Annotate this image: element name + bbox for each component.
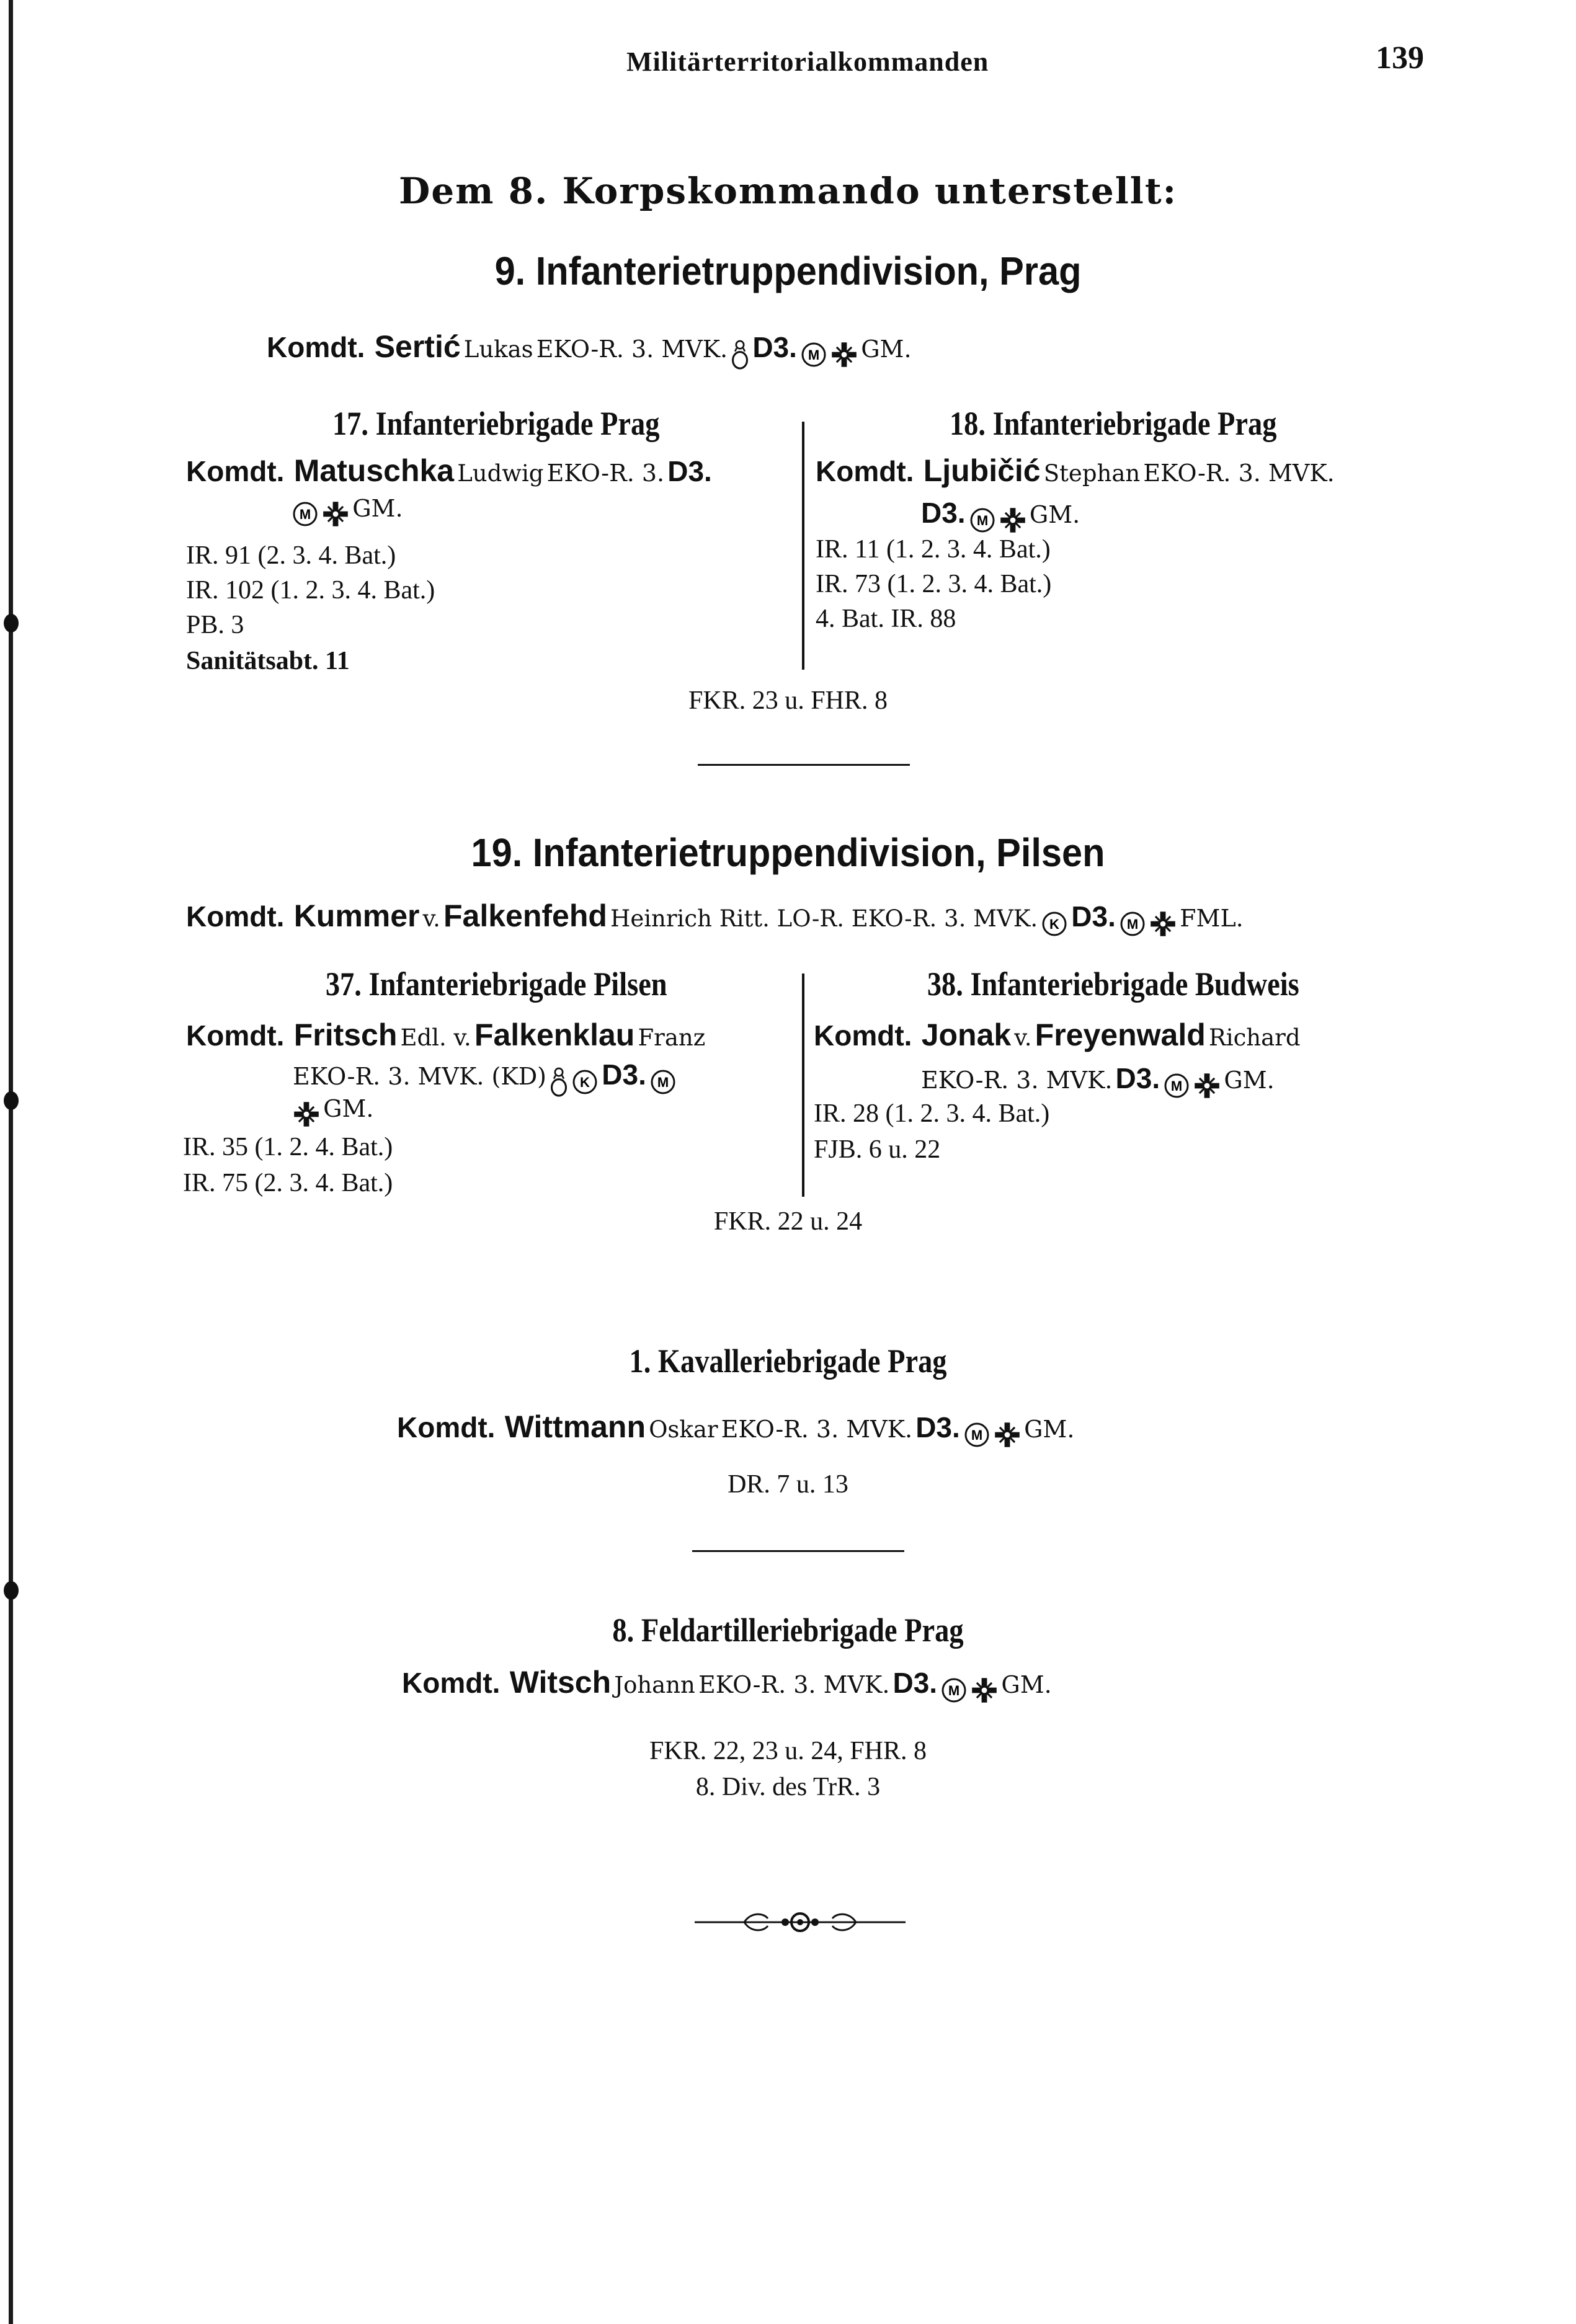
vignette-icon	[695, 1904, 906, 1941]
unit-line: IR. 28 (1. 2. 3. 4. Bat.)	[814, 1099, 1050, 1128]
brigade-17-commander	[186, 453, 712, 489]
svg-text:K: K	[580, 1074, 590, 1090]
commander-given: Ludwig	[457, 460, 544, 487]
commander-name: Matuschka	[293, 453, 455, 488]
cross-icon	[322, 500, 349, 528]
decorations: EKO-R. 3. MVK.	[698, 1671, 890, 1698]
name-particle: Edl. v.	[400, 1024, 471, 1051]
m-circle-icon	[1163, 1072, 1190, 1099]
unit-line: IR. 73 (1. 2. 3. 4. Bat.)	[816, 570, 1052, 598]
commander-name: Fritsch	[293, 1018, 398, 1052]
komdt-label: Komdt.	[267, 331, 365, 363]
d3-label: D3.	[915, 1411, 960, 1444]
brigade-37-title: 37. Infanteriebrigade Pilsen	[325, 965, 667, 1003]
brigade-37-commander-cont2	[293, 1095, 373, 1128]
binding-mark	[4, 1091, 19, 1110]
m-circle-icon	[940, 1677, 968, 1704]
svg-text:M: M	[948, 1682, 960, 1698]
brigade-18-title-wrap	[812, 404, 1414, 443]
d3-label: D3.	[752, 331, 797, 363]
commander-name: Jonak	[921, 1018, 1012, 1052]
rank: GM.	[1001, 1671, 1052, 1698]
d3-label: D3.	[893, 1667, 938, 1699]
column-divider	[802, 974, 804, 1197]
commander-name: Kummer	[293, 898, 420, 933]
komdt-label: Komdt.	[402, 1667, 501, 1699]
decorations: EKO-R. 3. MVK. (KD)	[293, 1063, 547, 1090]
svg-text:M: M	[976, 512, 988, 528]
brigade-37-commander	[186, 1017, 705, 1053]
unit-line: IR. 75 (2. 3. 4. Bat.)	[183, 1169, 393, 1197]
commander-given: Richard	[1208, 1024, 1301, 1051]
decorations: EKO-R. 3. MVK.	[1143, 459, 1335, 487]
commander-given: Lukas	[463, 336, 533, 363]
rank: GM.	[323, 1095, 374, 1122]
svg-text:M: M	[657, 1074, 669, 1090]
name-particle: v.	[1014, 1024, 1032, 1051]
komdt-label: Komdt.	[186, 1019, 285, 1052]
unit-line: IR. 102 (1. 2. 3. 4. Bat.)	[186, 576, 435, 605]
artillery-brigade-title: 8. Feldartilleriebrigade Prag	[612, 1612, 964, 1649]
m-circle-icon	[292, 500, 319, 528]
rank: GM.	[352, 495, 403, 522]
svg-text:M: M	[808, 347, 820, 363]
d3-label: D3.	[667, 455, 712, 487]
svg-text:M: M	[1126, 916, 1139, 932]
commander-name: Witsch	[509, 1665, 612, 1700]
d3-label: D3.	[1071, 900, 1116, 933]
brigade-18-title: 18. Infanteriebrigade Prag	[950, 405, 1277, 442]
commander-name: Sertić	[374, 329, 461, 364]
cross-icon	[1193, 1072, 1221, 1099]
brigade-17-title-wrap	[186, 404, 806, 443]
m-circle-icon	[649, 1068, 677, 1096]
cross-icon	[1149, 910, 1177, 938]
rank: GM.	[1024, 1416, 1075, 1443]
commander-given: Johann	[614, 1672, 695, 1698]
commander-given: Franz	[638, 1024, 706, 1051]
m-circle-icon	[963, 1421, 991, 1448]
brigade-18-commander-cont	[921, 496, 1080, 534]
unit-line: IR. 91 (2. 3. 4. Bat.)	[186, 541, 396, 570]
cross-icon	[999, 507, 1026, 534]
brigade-38-commander	[814, 1017, 1301, 1053]
name-particle: v.	[422, 905, 440, 932]
cross-icon	[293, 1101, 320, 1128]
commander-given: Oskar	[649, 1416, 718, 1443]
order-badge-icon	[550, 1065, 568, 1099]
unit-line: FJB. 6 u. 22	[814, 1135, 941, 1164]
brigade-37-commander-cont	[293, 1058, 677, 1099]
svg-text:K: K	[1049, 916, 1060, 932]
komdt-label: Komdt.	[186, 900, 285, 933]
binding-mark	[4, 614, 19, 632]
d3-label: D3.	[921, 497, 966, 529]
komdt-label: Komdt.	[814, 1019, 912, 1052]
d3-label: D3.	[1115, 1062, 1160, 1094]
artillery-commander	[402, 1664, 1052, 1704]
division-9-title: 9. Infanterietruppendivision, Prag	[494, 249, 1082, 293]
svg-text:M: M	[971, 1427, 983, 1443]
running-title: Militärterritorialkommanden	[626, 47, 989, 77]
section-rule	[692, 1550, 904, 1552]
division-9-commander	[267, 329, 912, 372]
brigade-17-title: 17. Infanteriebrigade Prag	[332, 405, 660, 442]
cavalry-units: DR. 7 u. 13	[728, 1470, 848, 1499]
commander-given: Stephan	[1043, 460, 1141, 487]
cross-icon	[971, 1677, 998, 1704]
brigade-18-commander	[816, 453, 1335, 489]
komdt-label: Komdt.	[186, 455, 285, 487]
rank: FML.	[1180, 905, 1244, 932]
rank: GM.	[1029, 501, 1080, 528]
cavalry-brigade-title: 1. Kavalleriebrigade Prag	[629, 1342, 947, 1380]
unit-line: Sanitätsabt. 11	[186, 647, 350, 675]
decorations: EKO-R. 3.	[546, 459, 665, 487]
rank: GM.	[861, 335, 912, 363]
column-divider	[802, 422, 804, 670]
k-circle-icon	[571, 1068, 599, 1096]
svg-text:M: M	[1171, 1078, 1183, 1094]
commander-name: Ljubičić	[923, 453, 1041, 488]
cross-icon	[830, 341, 858, 368]
section-intro: Dem 8. Korpskommando unterstellt:	[398, 170, 1178, 212]
komdt-label: Komdt.	[397, 1411, 496, 1444]
unit-line: PB. 3	[186, 611, 244, 639]
rank: GM.	[1224, 1067, 1275, 1094]
binding-mark	[4, 1581, 19, 1600]
m-circle-icon	[1119, 910, 1146, 938]
decorations: EKO-R. 3. MVK.	[721, 1416, 913, 1443]
section-rule	[698, 764, 910, 766]
brigade-38-commander-cont	[921, 1062, 1275, 1099]
division-9-footer: FKR. 23 u. FHR. 8	[688, 686, 888, 715]
artillery-units-2: 8. Div. des TrR. 3	[695, 1773, 881, 1801]
commander-name: Falkenklau	[474, 1018, 635, 1052]
page-binding-edge	[9, 0, 13, 2324]
commander-given: Heinrich Ritt. LO-R. EKO-R. 3. MVK.	[610, 905, 1038, 932]
order-badge-icon	[731, 337, 749, 372]
division-19-title: 19. Infanterietruppendivision, Pilsen	[471, 830, 1105, 875]
k-circle-icon	[1041, 910, 1068, 938]
decorations: EKO-R. 3. MVK.	[536, 335, 728, 363]
unit-line: 4. Bat. IR. 88	[816, 605, 956, 633]
cross-icon	[994, 1421, 1021, 1448]
artillery-units: FKR. 22, 23 u. 24, FHR. 8	[649, 1737, 927, 1765]
brigade-38-title-wrap	[812, 965, 1414, 1003]
unit-line: IR. 11 (1. 2. 3. 4. Bat.)	[816, 535, 1051, 564]
commander-name: Freyenwald	[1035, 1018, 1206, 1052]
brigade-38-title: 38. Infanteriebrigade Budweis	[927, 965, 1299, 1003]
unit-line: IR. 35 (1. 2. 4. Bat.)	[183, 1133, 393, 1161]
decorations: EKO-R. 3. MVK.	[921, 1067, 1113, 1094]
division-19-footer: FKR. 22 u. 24	[713, 1207, 863, 1236]
commander-name: Wittmann	[504, 1409, 646, 1444]
division-19-commander	[186, 898, 1244, 938]
brigade-37-title-wrap	[186, 965, 806, 1003]
komdt-label: Komdt.	[816, 455, 914, 487]
m-circle-icon	[800, 341, 827, 368]
svg-text:M: M	[299, 506, 311, 522]
commander-name: Falkenfehd	[443, 898, 607, 933]
cavalry-commander	[397, 1409, 1074, 1448]
m-circle-icon	[969, 507, 996, 534]
brigade-17-commander-cont	[292, 495, 403, 528]
d3-label: D3.	[602, 1058, 646, 1091]
page-number: 139	[1376, 40, 1424, 76]
